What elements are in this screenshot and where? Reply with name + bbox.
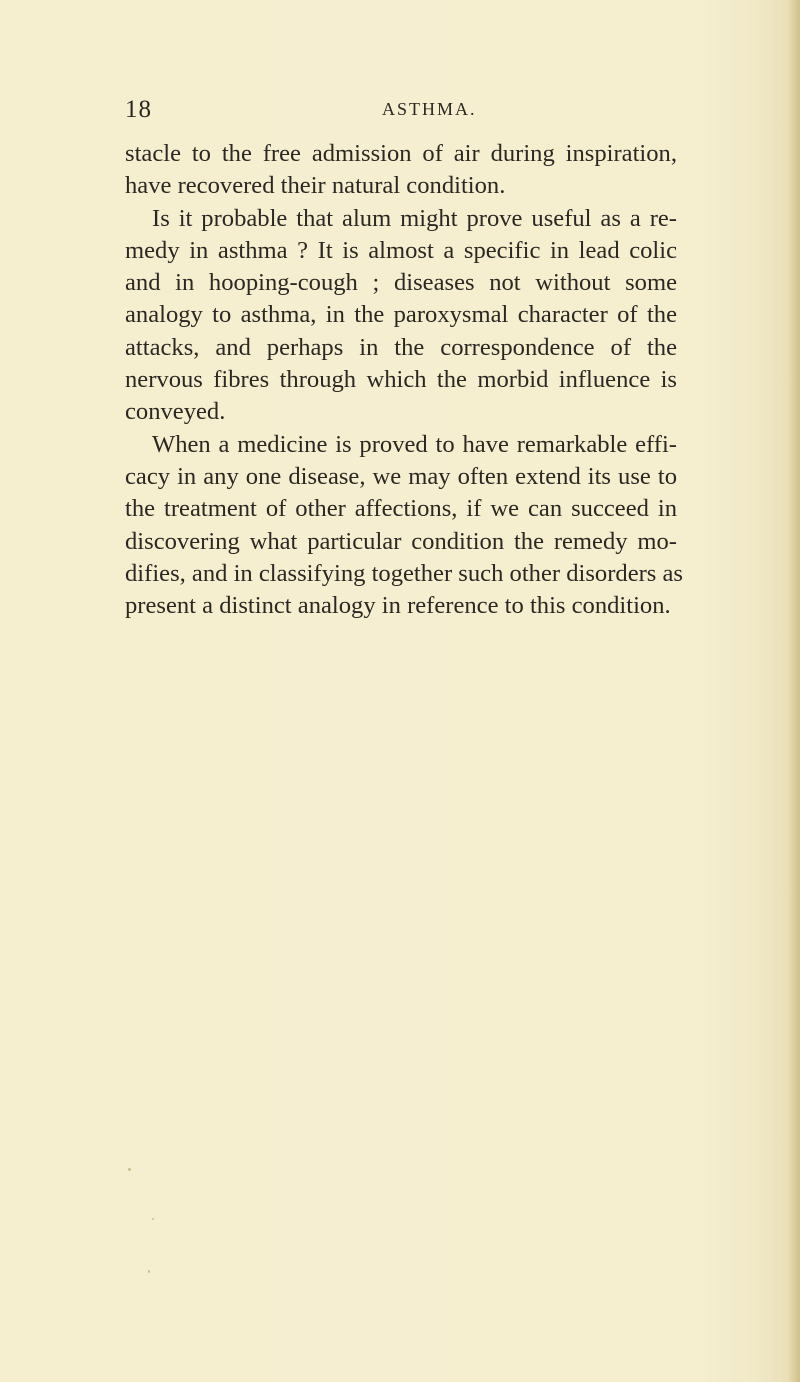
- text-line: When a medicine is proved to have remarkable effi-: [152, 430, 677, 458]
- paragraph: [125, 429, 684, 623]
- paper-fleck: [152, 1218, 154, 1220]
- text-line: medy in asthma ? It is almost a specific in lead colic: [125, 236, 677, 264]
- paper-fleck: [148, 1270, 150, 1273]
- running-head: [125, 96, 673, 126]
- paper-fleck: [128, 1168, 131, 1171]
- text-line: the treatment of other affections, if we can succeed in: [125, 495, 677, 523]
- text-line: attacks, and perhaps in the correspondence of the: [125, 333, 677, 361]
- text-line: present a distinct analogy in reference to this condition.: [125, 592, 671, 620]
- text-line: analogy to asthma, in the paroxysmal character of the: [125, 301, 677, 329]
- running-head-title: ASTHMA.: [382, 99, 477, 119]
- body-text: [125, 138, 684, 622]
- text-line: Is it probable that alum might prove useful as a re-: [152, 204, 677, 232]
- text-line: nervous fibres through which the morbid influence is: [125, 366, 677, 394]
- paragraph: [125, 138, 677, 203]
- text-line: stacle to the free admission of air during inspiration,: [125, 140, 677, 167]
- page-edge-shadow: [788, 0, 800, 1382]
- text-line: cacy in any one disease, we may often extend its use to: [125, 462, 677, 490]
- text-line: have recovered their natural condition.: [125, 172, 506, 200]
- page-number: 18: [125, 96, 152, 123]
- text-line: and in hooping-cough ; diseases not without some: [125, 269, 677, 297]
- text-line: difies, and in classifying together such other disorders as: [125, 559, 684, 587]
- text-line: conveyed.: [125, 398, 226, 426]
- text-line: discovering what particular condition the remedy mo-: [125, 527, 677, 555]
- paragraph: [125, 203, 677, 429]
